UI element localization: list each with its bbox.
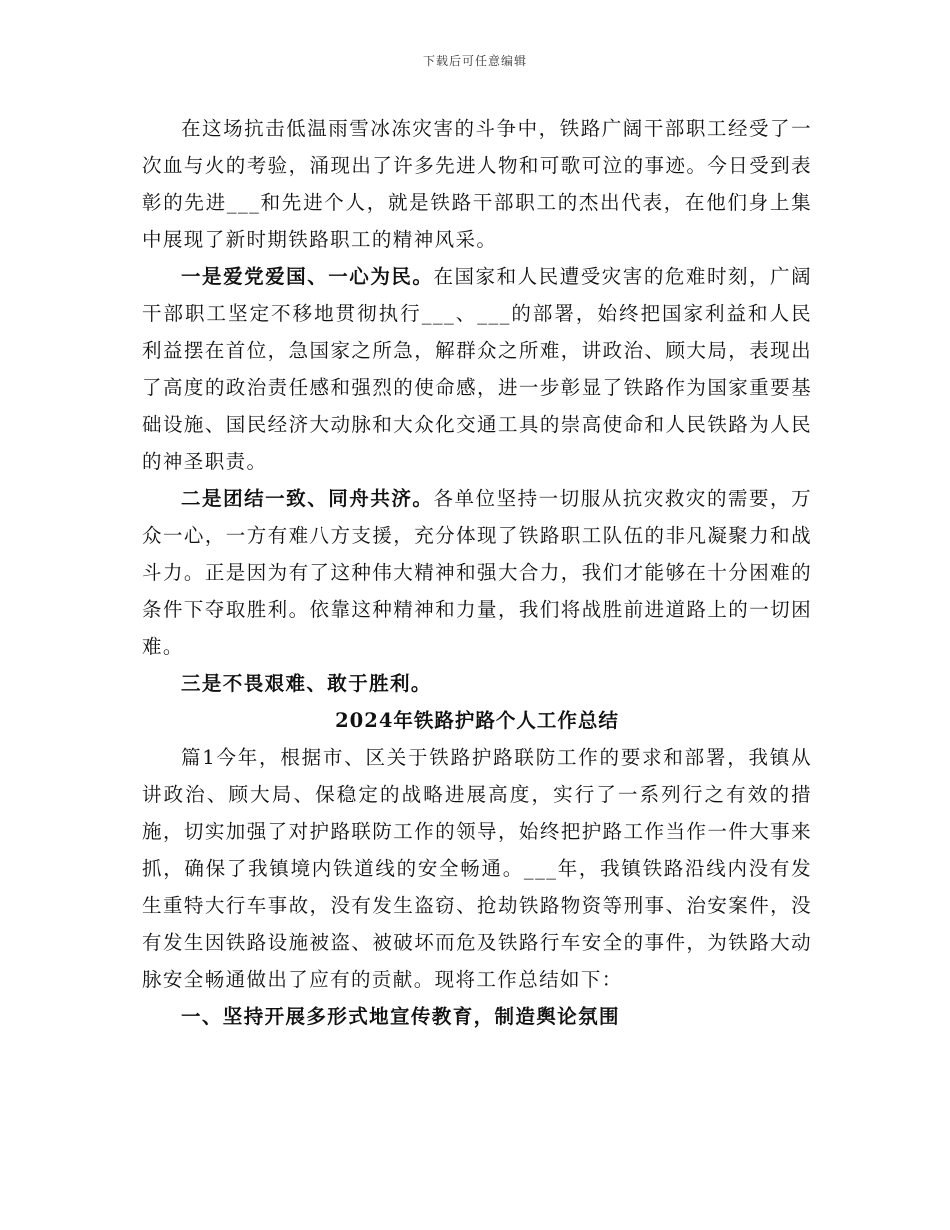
document-body	[142, 110, 812, 1035]
paragraph-point-1	[142, 258, 812, 480]
section-title: 2024年铁路护路个人工作总结	[335, 709, 619, 732]
point-2-heading: 二是团结一致、同舟共济。	[181, 487, 434, 510]
subheading-1: 一、坚持开展多形式地宣传教育，制造舆论氛围	[181, 1005, 620, 1028]
header-note: 下载后可任意编辑	[422, 54, 527, 68]
point-1-heading: 一是爱党爱国、一心为民。	[181, 265, 434, 288]
paragraph-point-3	[142, 665, 812, 702]
point-2-text: 各单位坚持一切服从抗灾救灾的需要，万众一心，一方有难八方支援，充分体现了铁路职工队伍的非凡凝聚力和战斗力。正是因为有了这种伟大精神和强大合力，我们才能够在十分困难的条件下夺取胜利。依靠这种精神和力量，我们将战胜前进道路上的一切困难。	[142, 487, 812, 658]
point-1-text: 在国家和人民遭受灾害的危难时刻，广阔干部职工坚定不移地贯彻执行___、___的部署，始终把国家利益和人民利益摆在首位，急国家之所急，解群众之所难，讲政治、顾大局，表现出了高度的政治责任感和强烈的使命感，进一步彰显了铁路作为国家重要基础设施、国民经济大动脉和大众化交通工具的崇高使命和人民铁路为人民的神圣职责。	[142, 265, 812, 473]
paragraph-summary: 篇1今年，根据市、区关于铁路护路联防工作的要求和部署，我镇从讲政治、顾大局、保稳定的战略进展高度，实行了一系列行之有效的措施，切实加强了对护路联防工作的领导，始终把护路工作当作一件大事来抓，确保了我镇境内铁道线的安全畅通。___年，我镇铁路沿线内没有发生重特大行车事故，没有发生盗窃、抢劫铁路物资等刑事、治安案件，没有发生因铁路设施被盗、被破坏而危及铁路行车安全的事件，为铁路大动脉安全畅通做出了应有的贡献。现将工作总结如下：	[142, 746, 812, 991]
point-3-heading: 三是不畏艰难、敢于胜利。	[181, 672, 432, 695]
paragraph-point-2	[142, 480, 812, 665]
paragraph-intro: 在这场抗击低温雨雪冰冻灾害的斗争中，铁路广阔干部职工经受了一次血与火的考验，涌现出了许多先进人物和可歌可泣的事迹。今日受到表彰的先进___和先进个人，就是铁路干部职工的杰出代表，在他们身上集中展现了新时期铁路职工的精神风采。	[142, 117, 812, 251]
